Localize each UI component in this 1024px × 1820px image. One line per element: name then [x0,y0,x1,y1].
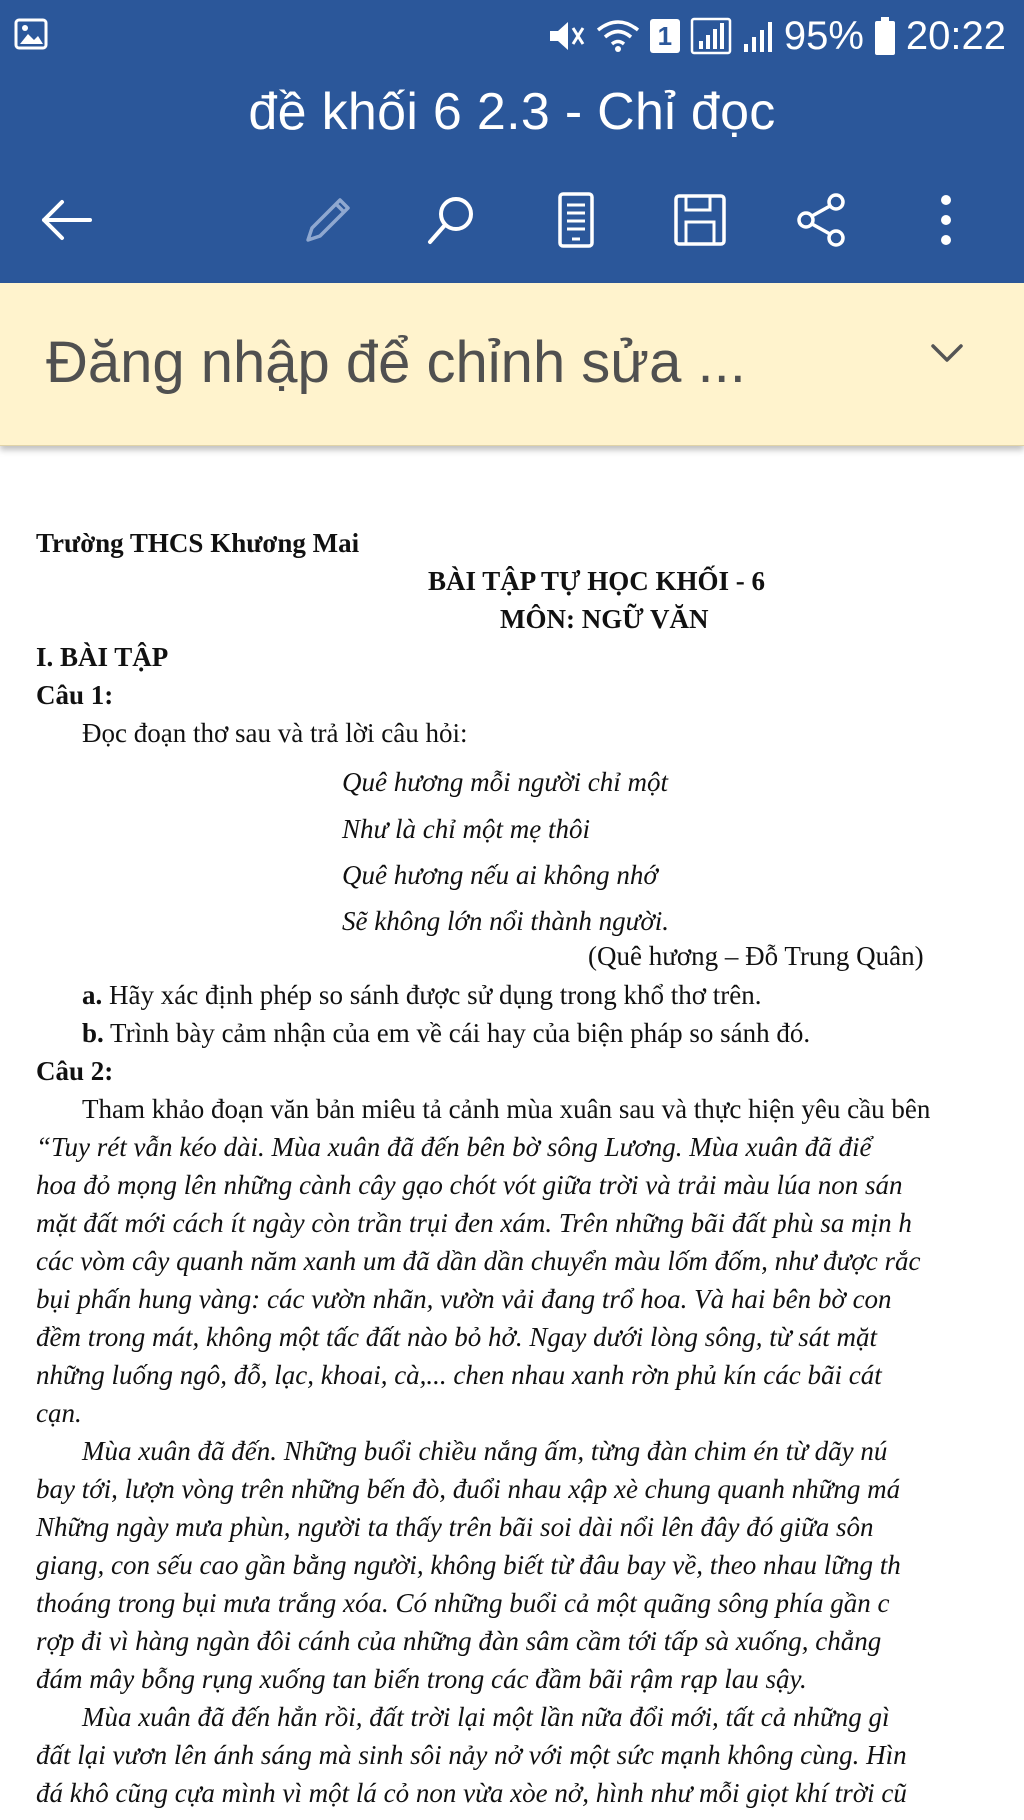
poem-line: Quê hương nếu ai không nhớ [342,860,658,890]
poem-line: Sẽ không lớn nổi thành người. [342,906,670,936]
chevron-down-icon[interactable] [930,343,964,368]
passage-line: mặt đất mới cách ít ngày còn trần trụi đen xám. Trên những bãi đất phù sa mịn h [36,1208,912,1238]
edit-pencil-button[interactable] [296,188,360,252]
signal-1-icon [690,17,732,55]
passage-line: đất lại vươn lên ánh sáng mà sinh sôi nảy nở với một sức mạnh không cùng. Hìn [36,1740,907,1770]
wifi-icon [596,18,640,54]
passage-line: các vòm cây quanh năm xanh um đã dần dần chuyển màu lốm đốm, như được rắc [36,1246,921,1276]
passage-line: bay tới, lượn vòng trên những bến đò, đuổi nhau xập xè chung quanh những má [36,1474,901,1504]
app-bar [0,0,1024,283]
sim-badge: 1 [650,19,680,53]
question-1b-label: b. [82,1018,104,1048]
passage-line: đềm trong mát, không một tấc đất nào bỏ hở. Ngay dưới lòng sông, từ sát mặt [36,1322,877,1352]
save-button[interactable] [668,188,732,252]
question-1a [82,979,761,1011]
search-button[interactable] [420,188,484,252]
passage-line: Những ngày mưa phùn, người ta thấy trên bãi soi dài nổi lên đây đó giữa sôn [36,1512,874,1542]
passage-line: “Tuy rét vẫn kéo dài. Mùa xuân đã đến bên bờ sông Lương. Mùa xuân đã điể [36,1132,872,1162]
passage-line: cạn. [36,1398,82,1428]
passage-line: hoa đỏ mọng lên những cành cây gạo chót vót giữa trời và trải màu lúa non sán [36,1170,903,1200]
passage-line: thoáng trong bụi mưa trắng xóa. Có những buổi cả một quãng sông phía gần c [36,1588,890,1618]
passage-line: những luống ngô, đỗ, lạc, khoai, cà,... chen nhau xanh rờn phủ kín các bãi cát [36,1360,882,1390]
heading-title: BÀI TẬP TỰ HỌC KHỐI - 6 [428,566,766,596]
battery-icon [874,16,896,56]
question-1a-label: a. [82,980,103,1010]
status-bar [0,0,1024,72]
more-options-button[interactable] [914,188,978,252]
share-button[interactable] [790,188,854,252]
poem-source: (Quê hương – Đỗ Trung Quân) [588,941,924,971]
gallery-notification-icon [14,18,48,55]
poem-line: Như là chỉ một mẹ thôi [342,814,590,844]
question-1-intro: Đọc đoạn thơ sau và trả lời câu hỏi: [82,718,468,748]
question-2-intro: Tham khảo đoạn văn bản miêu tả cảnh mùa xuân sau và thực hiện yêu cầu bên [82,1094,931,1124]
signal-2-icon [742,18,774,54]
poem-line: Quê hương mỗi người chỉ một [342,767,668,797]
passage-line: bụi phấn hung vàng: các vườn nhãn, vườn vải đang trổ hoa. Và hai bên bờ con [36,1284,892,1314]
section-heading: I. BÀI TẬP [36,642,169,672]
heading-subject: MÔN: NGỮ VĂN [500,604,709,634]
question-1a-text: Hãy xác định phép so sánh được sử dụng trong khổ thơ trên. [102,980,762,1010]
school-name: Trường THCS Khương Mai [36,528,360,558]
battery-percent: 95% [783,13,864,58]
passage-line: đám mây bỗng rụng xuống tan biến trong các đầm bãi rậm rạp lau sậy. [36,1664,807,1694]
document-title: đề khối 6 2.3 - Chỉ đọc [248,83,776,141]
clock: 20:22 [905,13,1006,58]
passage-line: đá khô cũng cựa mình vì một lá cỏ non vừa xòe nở, hình như mỗi giọt khí trời cũ [36,1778,907,1808]
mute-icon [546,18,586,54]
passage-line: Mùa xuân đã đến. Những buổi chiều nắng ấm, từng đàn chim én từ dãy nú [82,1436,888,1466]
passage-line: rợp đi vì hàng ngàn đôi cánh của những đàn sâm cầm tới tấp sà xuống, chẳng [36,1626,882,1656]
question-2-label: Câu 2: [36,1056,114,1086]
sign-in-banner-text: Đăng nhập để chỉnh sửa ... [46,330,746,395]
document-page[interactable] [0,455,1024,1820]
back-button[interactable] [34,188,98,252]
toolbar [0,180,1024,260]
reading-view-button[interactable] [544,188,608,252]
question-1b [82,1017,810,1049]
passage-line: Mùa xuân đã đến hẳn rồi, đất trời lại một lần nữa đổi mới, tất cả những gì [82,1702,890,1732]
passage-line: giang, con sếu cao gần bằng người, không biết từ đâu bay về, theo nhau lững th [36,1550,901,1580]
sign-in-banner[interactable] [0,283,1024,446]
question-1b-text: Trình bày cảm nhận của em về cái hay của biện pháp so sánh đó. [103,1018,811,1048]
question-1-label: Câu 1: [36,680,114,710]
